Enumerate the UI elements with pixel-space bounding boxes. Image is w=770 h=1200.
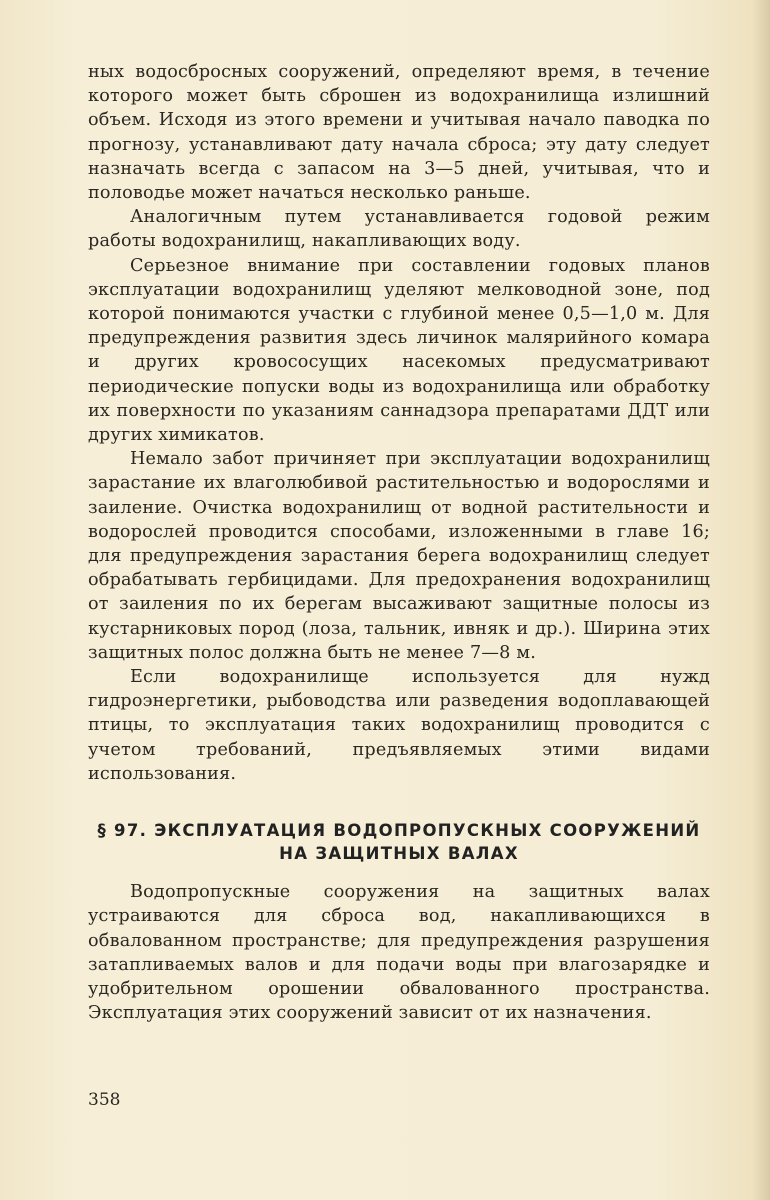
paragraph-overgrowth: Немало забот причиняет при эксплуатации водохранилищ зарастание их влаголюбивой растительностью и водорослями и заиление. Очистка водохранилищ от водной растительности и водорослей проводится способами, изложенными в главе 16; для предупреждения зарастания берега водохранилищ следует обрабатывать гербицидами. Для предохранения водохранилищ от заиления по их берегам высаживают защитные полосы из кустарниковых пород (лоза, тальник, ивняк и др.). Ширина этих защитных полос должна быть не менее 7—8 м. <box>88 449 710 663</box>
paragraph-annual-regime: Аналогичным путем устанавливается годовой режим работы водохранилищ, накапливающих воду. <box>88 207 710 252</box>
section-heading-line-2: НА ЗАЩИТНЫХ ВАЛАХ <box>279 844 519 864</box>
page-edge-shadow <box>752 0 770 1200</box>
paragraph-continuation: ных водосбросных сооружений, определяют время, в течение которого может быть сброшен из водохранилища излишний объем. Исходя из этого времени и учитывая начало паводка по прогнозу, устанавливают дату начала сброса; эту дату следует назначать всегда с запасом на 3—5 дней, учитывая, что и половодье может начаться несколько раньше. <box>88 62 710 204</box>
text-block <box>88 60 710 1025</box>
page-number: 358 <box>88 1090 121 1110</box>
paragraph-shallow-zone: Серьезное внимание при составлении годовых планов эксплуатации водохранилищ уделяют мелководной зоне, под которой понимаются участки с глубиной менее 0,5—1,0 м. Для предупреждения развития здесь личинок малярийного комара и других кровососущих насекомых предусматривают периодические попуски воды из водохранилища или обработку их поверхности по указаниям саннадзора препаратами ДДТ или других химикатов. <box>88 255 710 446</box>
section-heading-line-1: § 97. ЭКСПЛУАТАЦИЯ ВОДОПРОПУСКНЫХ СООРУЖЕНИЙ <box>97 821 701 841</box>
section-heading <box>88 819 710 865</box>
paragraph-culverts: Водопропускные сооружения на защитных валах устраиваются для сброса вод, накапливающихся в обвалованном пространстве; для предупреждения разрушения затапливаемых валов и для подачи воды при влагозарядке и удобрительном орошении обвалованного пространства. Эксплуатация этих сооружений зависит от их назначения. <box>88 882 710 1024</box>
paragraph-other-uses: Если водохранилище используется для нужд гидроэнергетики, рыбоводства или разведения водоплавающей птицы, то эксплуатация таких водохранилищ проводится с учетом требований, предъявляемых этими видами использования. <box>88 667 710 784</box>
